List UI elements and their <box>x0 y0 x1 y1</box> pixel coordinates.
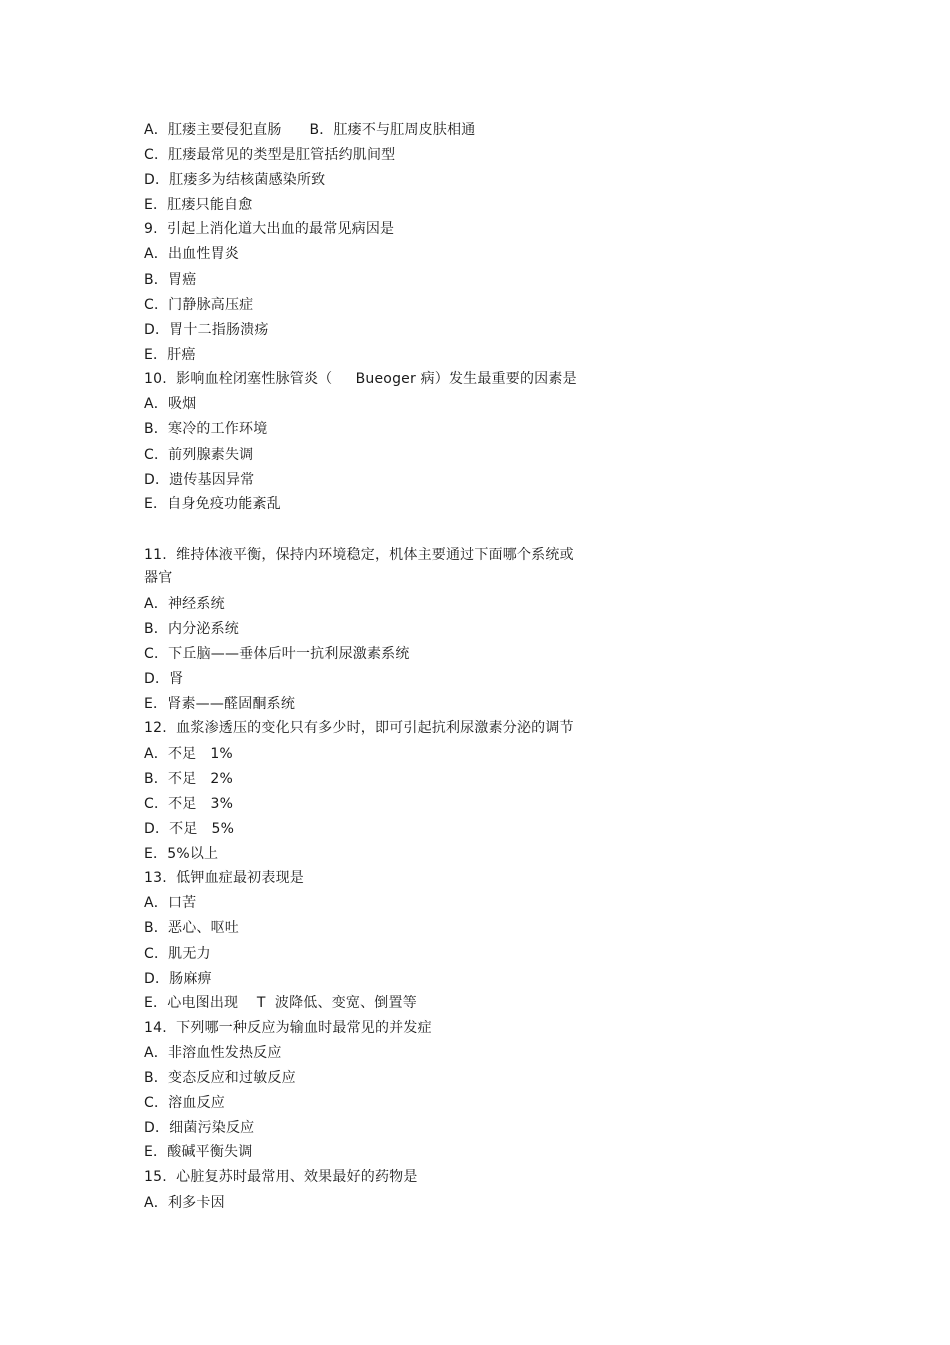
answer-option: A．吸烟 <box>144 396 197 412</box>
question-title-continued: 器官 <box>144 570 173 586</box>
answer-option: D．肠麻痹 <box>144 971 212 987</box>
answer-option: C．不足 3% <box>144 796 234 812</box>
answer-option: A．不足 1% <box>144 746 233 762</box>
answer-option: D．不足 5% <box>144 821 235 837</box>
question-title: 13. 低钾血症最初表现是 <box>144 870 304 886</box>
answer-option: D．遗传基因异常 <box>144 472 255 488</box>
question-title: 10. 影响血栓闭塞性脉管炎（ Bueoger 病）发生最重要的因素是 <box>144 371 577 387</box>
answer-option: B．寒冷的工作环境 <box>144 421 268 437</box>
answer-option: A．神经系统 <box>144 596 225 612</box>
answer-option: A．利多卡因 <box>144 1195 225 1211</box>
answer-option: C．前列腺素失调 <box>144 447 254 463</box>
answer-option: A．非溶血性发热反应 <box>144 1045 282 1061</box>
text-line: A．肛瘘主要侵犯直肠 B．肛瘘不与肛周皮肤相通 <box>144 122 476 138</box>
question-title: 12. 血浆渗透压的变化只有多少时，即可引起抗利尿激素分泌的调节 <box>144 720 574 736</box>
question-title: 11. 维持体液平衡，保持内环境稳定，机体主要通过下面哪个系统或 <box>144 547 574 563</box>
answer-option: D．细菌污染反应 <box>144 1120 255 1136</box>
answer-option: B．不足 2% <box>144 771 233 787</box>
answer-option: A．口苦 <box>144 895 197 911</box>
answer-option: B．内分泌系统 <box>144 621 240 637</box>
answer-option: B．胃癌 <box>144 272 197 288</box>
answer-option: A．出血性胃炎 <box>144 246 239 262</box>
answer-option: B．恶心、呕吐 <box>144 920 240 936</box>
answer-option: D．肾 <box>144 671 184 687</box>
answer-option: C．肌无力 <box>144 946 211 962</box>
answer-option: E．5%以上 <box>144 846 219 862</box>
answer-option: C．下丘脑——垂体后叶一抗利尿激素系统 <box>144 646 410 662</box>
question-title: 14. 下列哪一种反应为输血时最常见的并发症 <box>144 1020 432 1036</box>
answer-option: C．门静脉高压症 <box>144 297 254 313</box>
answer-option: E．心电图出现 T 波降低、变宽、倒置等 <box>144 995 417 1011</box>
answer-option: E．肝癌 <box>144 347 196 363</box>
answer-option: C．溶血反应 <box>144 1095 225 1111</box>
text-line: E．肛瘘只能自愈 <box>144 197 253 213</box>
question-title: 9. 引起上消化道大出血的最常见病因是 <box>144 221 395 237</box>
answer-option: D．胃十二指肠溃疡 <box>144 322 269 338</box>
answer-option: E．肾素——醛固酮系统 <box>144 696 296 712</box>
answer-option: E．酸碱平衡失调 <box>144 1144 253 1160</box>
text-line: D．肛瘘多为结核菌感染所致 <box>144 172 326 188</box>
answer-option: B．变态反应和过敏反应 <box>144 1070 296 1086</box>
answer-option: E．自身免疫功能紊乱 <box>144 496 281 512</box>
text-line: C．肛瘘最常见的类型是肛管括约肌间型 <box>144 147 396 163</box>
question-title: 15. 心脏复苏时最常用、效果最好的药物是 <box>144 1169 418 1185</box>
